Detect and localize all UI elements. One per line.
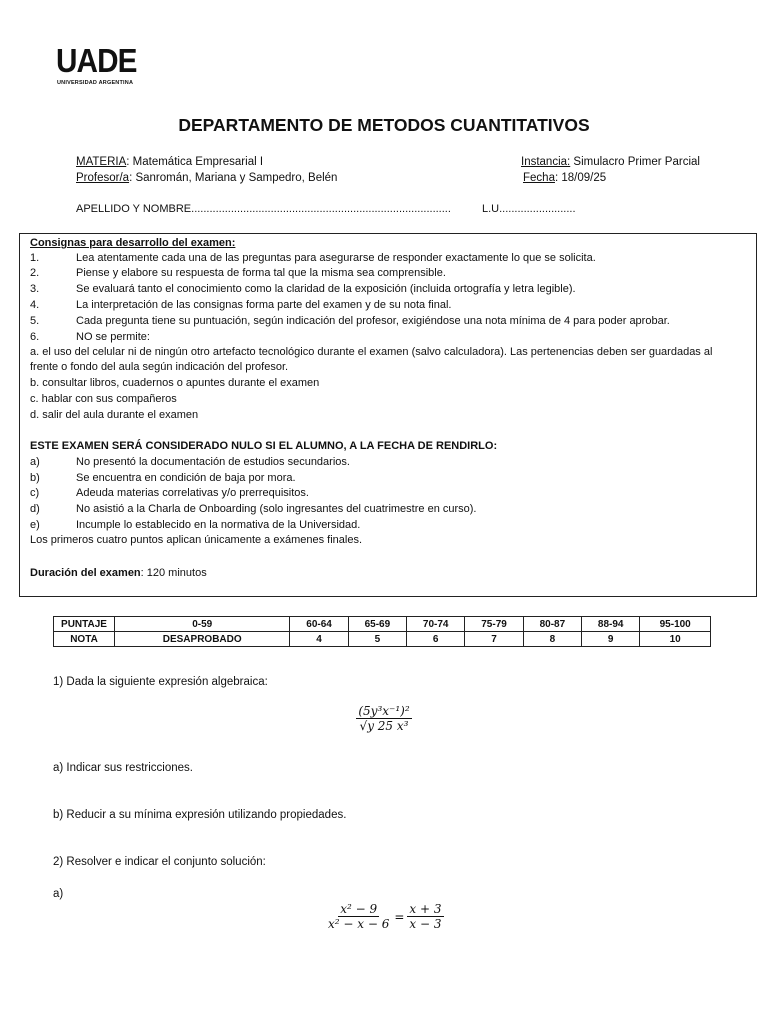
materia-line [76, 156, 263, 168]
grade-table [53, 616, 711, 647]
question-2: 2) Resolver e indicar el conjunto solución: [53, 856, 266, 868]
fecha-line [523, 172, 606, 184]
table-row [54, 632, 711, 647]
instructions-heading: Consignas para desarrollo del examen: [30, 237, 236, 249]
fecha-value: : 18/09/25 [554, 172, 607, 184]
table-header-cell: NOTA [54, 632, 115, 647]
table-cell: 6 [407, 632, 465, 647]
table-cell: 4 [290, 632, 348, 647]
page-title: DEPARTAMENTO DE METODOS CUANTITATIVOS [178, 115, 590, 135]
equation-rhs-denominator: x − 3 [409, 917, 442, 931]
nulo-heading: ESTE EXAMEN SERÁ CONSIDERADO NULO SI EL ALUMNO, A LA FECHA DE RENDIRLO: [30, 440, 498, 452]
equals-sign: = [394, 909, 405, 924]
prohibited-item: b. consultar libros, cuadernos o apuntes durante el examen [30, 377, 320, 389]
question-1: 1) Dada la siguiente expresión algebraica: [53, 676, 268, 688]
profesor-label: Profesor/a [76, 172, 130, 184]
question-1a: a) Indicar sus restricciones. [53, 762, 193, 774]
question-2a: a) [53, 888, 64, 900]
table-cell: 75-79 [465, 617, 523, 632]
logo-subtitle: UNIVERSIDAD ARGENTINA [57, 80, 134, 86]
table-cell: 8 [523, 632, 581, 647]
table-cell: 7 [465, 632, 523, 647]
sqrt-icon: √ [359, 719, 368, 733]
equation-lhs-numerator: x² − 9 [340, 902, 378, 916]
table-cell: 60-64 [290, 617, 348, 632]
duracion-value: : 120 minutos [140, 567, 207, 579]
table-cell: 10 [640, 632, 711, 647]
table-cell: 70-74 [407, 617, 465, 632]
prohibited-item: frente o fondo del aula según indicación del profesor. [30, 361, 289, 373]
prohibited-item: a. el uso del celular ni de ningún otro artefacto tecnológico durante el examen (salvo calculadora). Las pertenencias deben ser guardadas al [30, 346, 713, 358]
instancia-label: Instancia: [521, 156, 571, 168]
apellido-field[interactable]: APELLIDO Y NOMBRE..................................................................................... [76, 203, 451, 215]
instancia-line [521, 156, 700, 168]
materia-value: : Matemática Empresarial I [126, 156, 264, 168]
table-cell: 65-69 [348, 617, 406, 632]
expression-1 [340, 704, 428, 733]
duracion-line [30, 566, 207, 581]
expression-1-denominator: √y 25 x³ [359, 719, 409, 733]
table-cell: 9 [582, 632, 640, 647]
table-row [54, 617, 711, 632]
table-cell: 88-94 [582, 617, 640, 632]
uade-logo: UADE [56, 42, 137, 79]
table-cell: DESAPROBADO [115, 632, 290, 647]
prohibited-item: d. salir del aula durante el examen [30, 409, 199, 421]
question-1b: b) Reducir a su mínima expresión utilizando propiedades. [53, 809, 347, 821]
table-cell: 95-100 [640, 617, 711, 632]
materia-label: MATERIA [76, 156, 127, 168]
fecha-label: Fecha [523, 172, 555, 184]
profesor-line [76, 172, 337, 184]
nulo-note: Los primeros cuatro puntos aplican únicamente a exámenes finales. [30, 534, 363, 546]
prohibited-item: c. hablar con sus compañeros [30, 393, 177, 405]
equation-2a [326, 902, 444, 931]
table-header-cell: PUNTAJE [54, 617, 115, 632]
lu-field[interactable]: L.U......................... [482, 203, 576, 215]
equation-rhs-numerator: x + 3 [409, 902, 442, 916]
duracion-label: Duración del examen [30, 567, 141, 579]
table-cell: 0-59 [115, 617, 290, 632]
instructions-box: Consignas para desarrollo del examen: 1. Lea atentamente cada una de las preguntas para asegurarse de responder exactamente lo que se solicita. 2. Piense y elabore su respuesta de forma tal que la misma sea comprensible. 3. Se evaluará tanto el conocimiento como la claridad de la exposición (incluida ortografía y letra legible). 4. La interpretación de las consignas forma parte del examen y de su nota final. 5. Cada pregunta tiene su puntuación, según indicación del profesor, exigiéndose una nota mínima de 4 para poder aprobar. 6. NO se permite: a. el uso del celular ni de ningún otro artefacto tecnológico durante el examen (salvo calculadora). Las pertenencias deben ser guardadas al frente o fondo del aula según indicación del profesor. b. consultar libros, cuadernos o apuntes durante el examen c. hablar con sus compañeros d. salir del aula durante el examen ESTE EXAMEN SERÁ CONSIDERADO NULO SI EL ALUMNO, A LA FECHA DE RENDIRLO: a) No presentó la documentación de estudios secundarios. b) Se encuentra en condición de baja por mora. c) Adeuda materias correlativas y/o prerrequisitos. d) No asistió a la Charla de Onboarding (solo ingresantes del cuatrimestre en curso). e) Incumple lo establecido en la normativa de la Universidad. Los primeros cuatro puntos aplican únicamente a exámenes finales. Duración del examen: 120 minutos [19, 233, 757, 597]
table-cell: 80-87 [523, 617, 581, 632]
table-cell: 5 [348, 632, 406, 647]
equation-lhs-denominator: x² − x − 6 [328, 917, 390, 931]
expression-1-numerator: (5y³x⁻¹)² [358, 704, 410, 718]
instancia-value: Simulacro Primer Parcial [570, 156, 700, 168]
profesor-value: : Sanromán, Mariana y Sampedro, Belén [129, 172, 338, 184]
